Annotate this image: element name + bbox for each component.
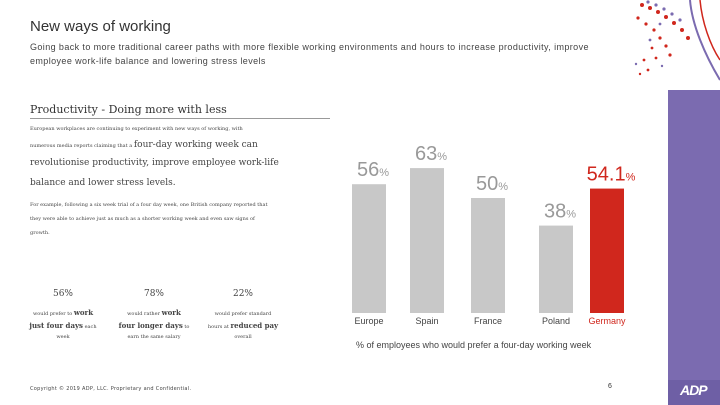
page-subtitle: Going back to more traditional career paths with more flexible working environments and hours to increase productivity, improve employee work-life balance and lowering stress levels	[30, 42, 589, 66]
paragraph2-line2: they were able to achieve just as much as a shorter working week and even saw signs of	[30, 216, 255, 222]
category-label-spain: Spain	[415, 316, 439, 326]
category-label-europe: Europe	[354, 316, 384, 326]
stat-line3: earn the same salary	[127, 334, 181, 340]
page-title: New ways of working	[30, 18, 171, 35]
value-label-europe: 56%	[356, 159, 390, 182]
value-label-germany: 54.1%	[586, 163, 636, 186]
category-label-france: France	[473, 316, 503, 326]
paragraph1-line4: balance and lower stress levels.	[30, 178, 176, 188]
stat-percent: 56%	[52, 289, 73, 299]
value-label-france: 50%	[475, 173, 509, 195]
stat-percent: 78%	[143, 289, 164, 299]
stat-line2: hours at reduced pay	[207, 321, 279, 330]
paragraph1-line3: revolutionise productivity, improve employee work-life	[30, 158, 279, 168]
paragraph1-line2-small: numerous media reports claiming that a	[30, 143, 133, 149]
stat-line1: would rather work	[127, 308, 181, 317]
paragraph1-line1: European workplaces are continuing to experiment with new ways of working, with	[30, 126, 243, 132]
stat-percent: 22%	[232, 289, 253, 299]
category-label-poland: Poland	[541, 316, 571, 326]
stat-line2: four longer days to	[118, 321, 190, 330]
stat-line3: overall	[234, 334, 252, 340]
adp-logo: ADP	[680, 382, 707, 398]
page-number: 6	[608, 383, 612, 390]
chart-caption: % of employees who would prefer a four-day working week	[356, 340, 592, 350]
paragraph2-line1: For example, following a six week trial of a four day week, one British company reported that	[30, 202, 268, 208]
bar-poland	[539, 226, 573, 313]
section-heading: Productivity - Doing more with less	[30, 103, 227, 116]
paragraph2-line3: growth.	[30, 230, 50, 236]
paragraph1-line2-big: four-day working week can	[133, 140, 258, 150]
value-label-spain: 63%	[414, 143, 448, 166]
stat-line1: would prefer standard	[214, 311, 272, 317]
stat-line1: would prefer to work	[32, 308, 94, 317]
bar-france	[471, 198, 505, 313]
category-label-germany: Germany	[588, 316, 626, 326]
stat-line2: just four days each	[29, 321, 97, 330]
bar-germany	[590, 189, 624, 313]
stat-line3: week	[56, 334, 70, 340]
bar-europe	[352, 184, 386, 313]
value-label-poland: 38%	[543, 200, 577, 223]
copyright-notice: Copyright © 2019 ADP, LLC. Proprietary and Confidential.	[30, 386, 192, 392]
bar-spain	[410, 168, 444, 313]
